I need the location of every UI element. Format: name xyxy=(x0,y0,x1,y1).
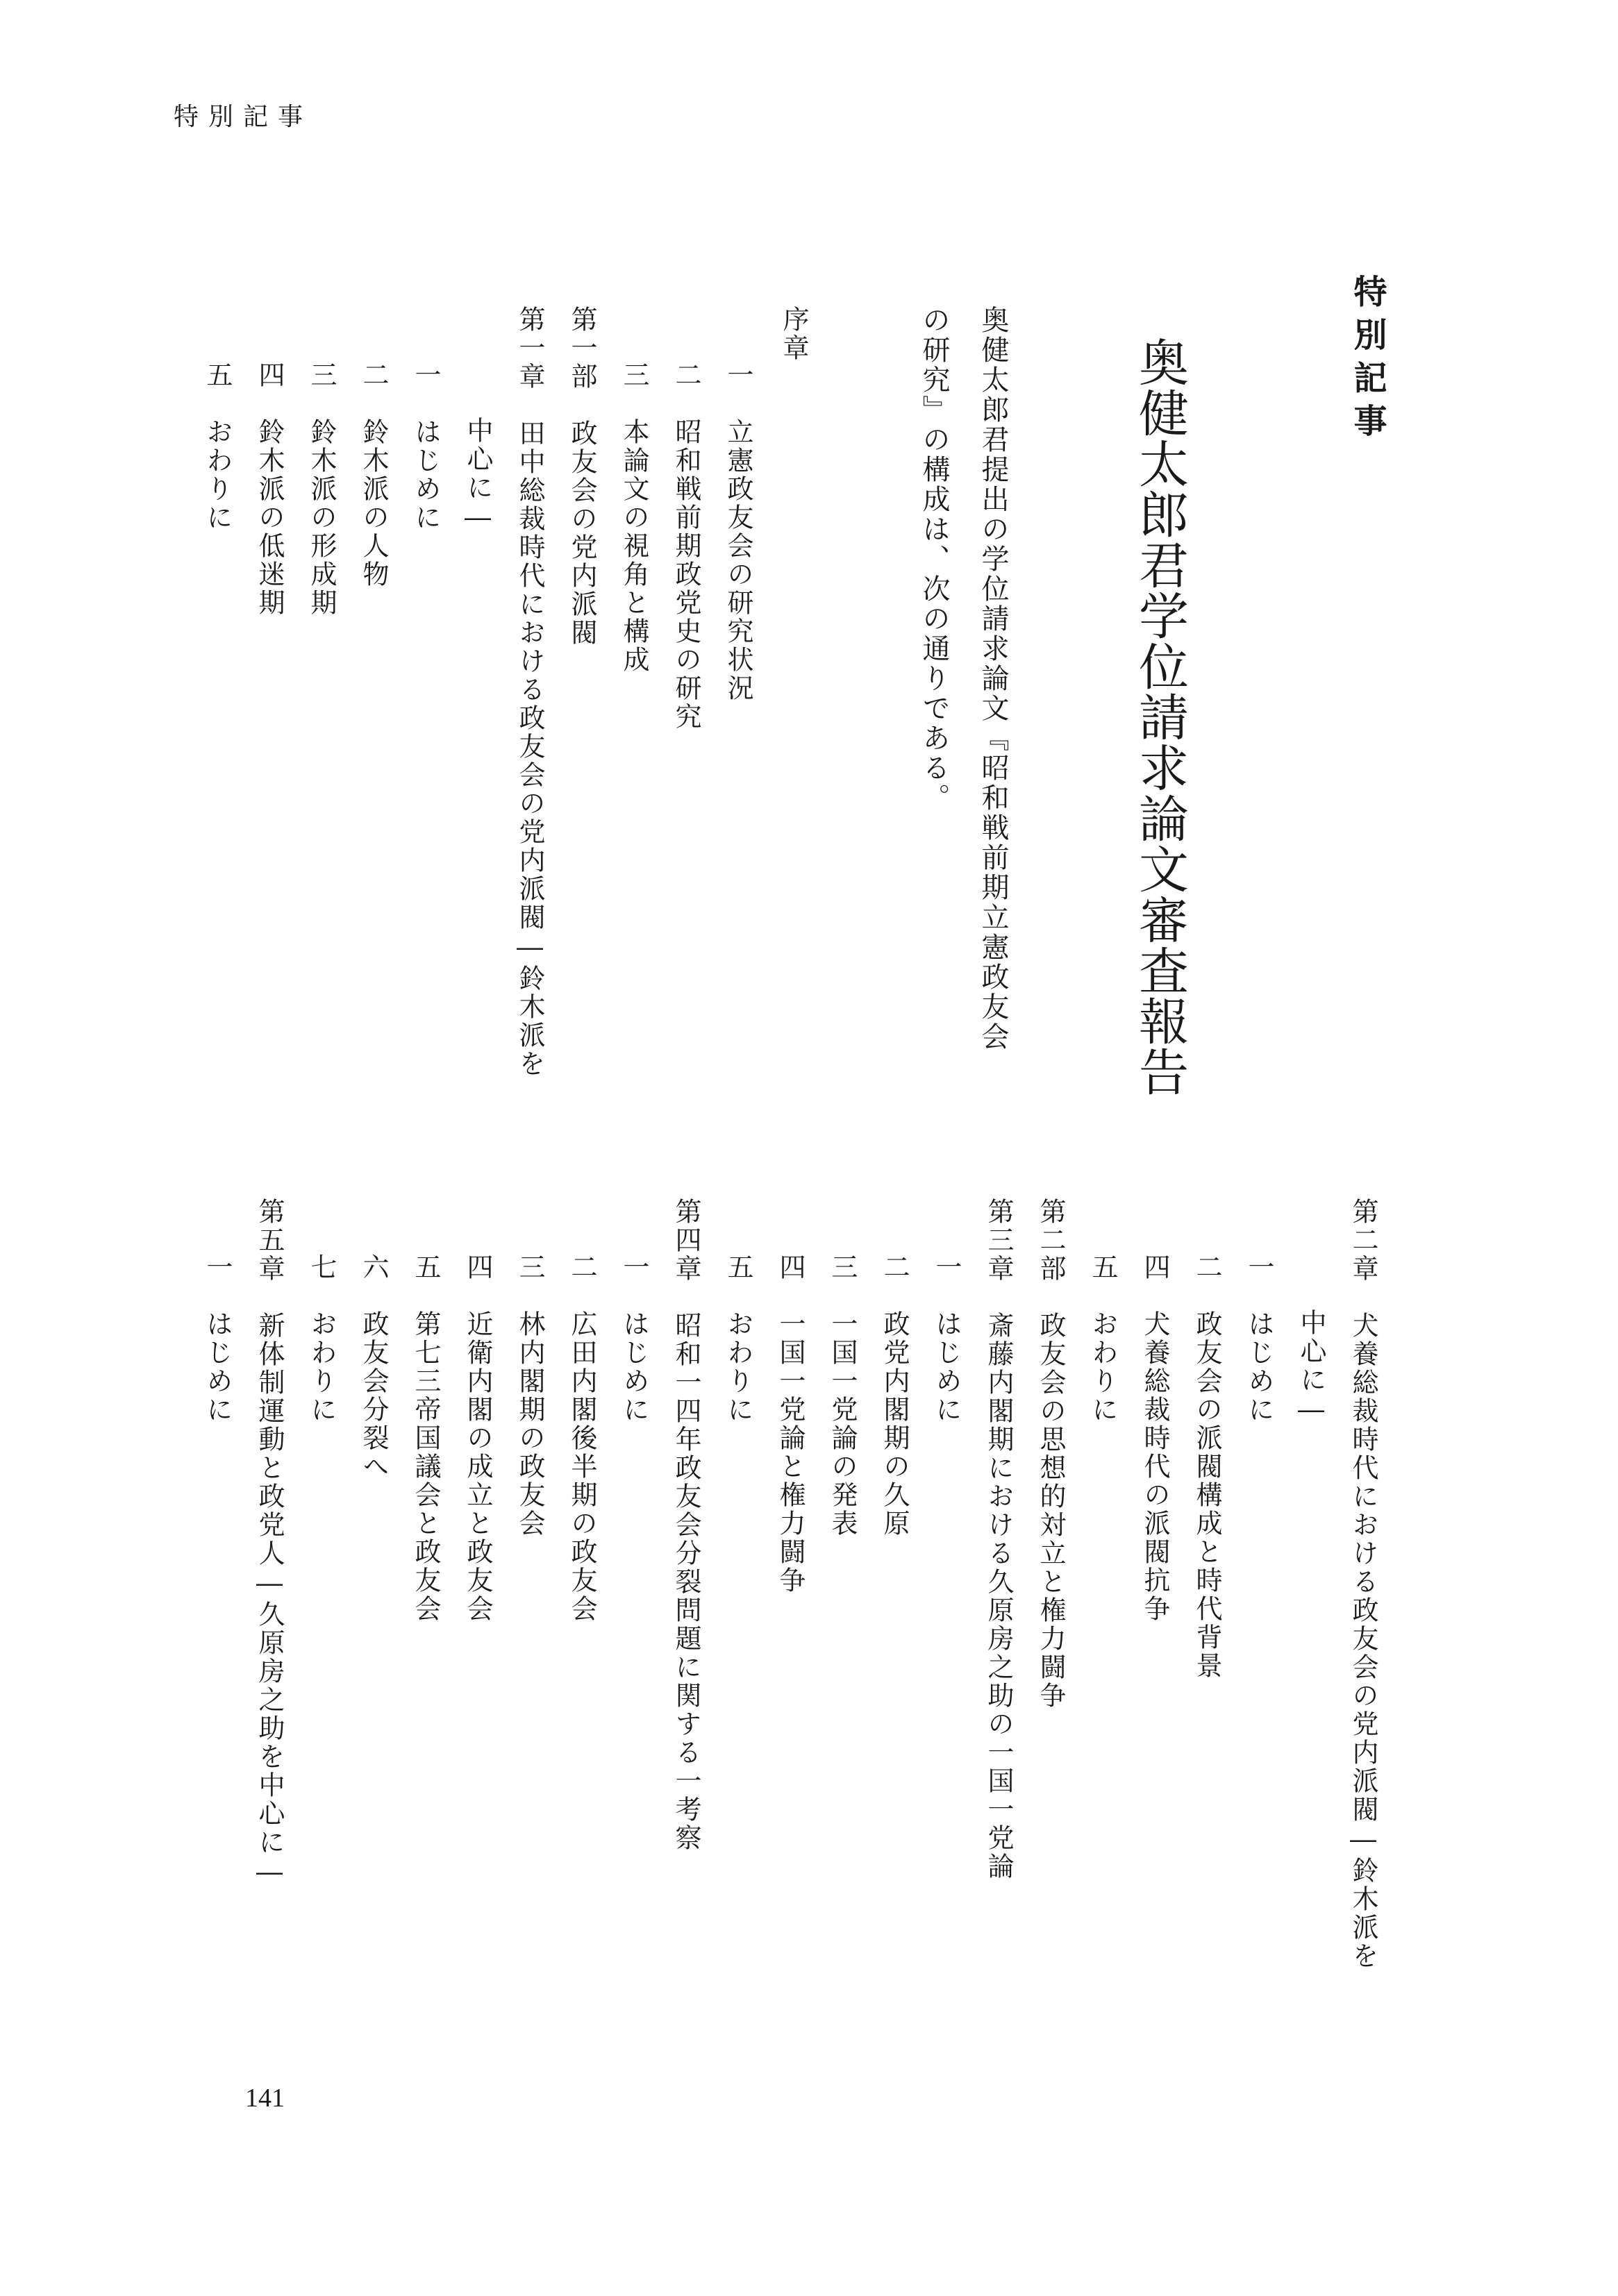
toc-lower-right-item: 一 はじめに xyxy=(1244,1253,1274,1424)
intro-line-1: 奥健太郎君提出の学位請求論文『昭和戦前期立憲政友会 xyxy=(977,305,1009,1052)
toc-lower-left-item: 第五章 新体制運動と政党人―久原房之助を中心に― xyxy=(254,1198,285,1889)
toc-lower-right-item: 五 おわりに xyxy=(1087,1253,1118,1424)
toc-lower-right-item: 中心に― xyxy=(1296,1309,1326,1427)
intro-line-2: の研究』の構成は、次の通りである。 xyxy=(918,305,950,813)
toc-lower-right-item: 二 政友会の派閥構成と時代背景 xyxy=(1192,1253,1222,1680)
article-title: 奥健太郎君学位請求論文審査報告 xyxy=(1131,337,1189,1097)
toc-upper-item: 四 鈴木派の低迷期 xyxy=(254,361,285,617)
toc-lower-left-item: 一 はじめに xyxy=(931,1253,962,1424)
toc-lower-left-item: 一 はじめに xyxy=(202,1253,233,1424)
toc-lower-left-item: 第三章 斎藤内閣期における久原房之助の一国一党論 xyxy=(983,1198,1014,1881)
toc-upper-item: 一 立憲政友会の研究状況 xyxy=(723,361,753,703)
toc-upper-item: 三 鈴木派の形成期 xyxy=(306,361,337,617)
toc-lower-left-item: 二 広田内閣後半期の政友会 xyxy=(567,1253,597,1623)
toc-lower-right-item: 第二章 犬養総裁時代における政友会の党内派閥―鈴木派を xyxy=(1348,1198,1378,1970)
toc-lower-left-item: 二 政党内閣期の久原 xyxy=(879,1253,910,1538)
toc-lower-left-item: 五 おわりに xyxy=(723,1253,753,1424)
toc-upper-item: 二 鈴木派の人物 xyxy=(358,361,389,589)
toc-lower-left-item: 六 政友会分裂へ xyxy=(358,1253,389,1481)
toc-upper-item: 三 本論文の視角と構成 xyxy=(619,361,649,674)
running-header: 特別記事 xyxy=(174,103,313,131)
section-label: 特別記事 xyxy=(1348,274,1387,446)
toc-upper-item: 中心に― xyxy=(462,417,493,535)
toc-upper-item: 序章 xyxy=(778,305,809,362)
toc-lower-left-item: 三 一国一党論の発表 xyxy=(827,1253,858,1538)
toc-upper-item: 二 昭和戦前期政党史の研究 xyxy=(671,361,701,731)
toc-upper-item: 一 はじめに xyxy=(410,361,441,532)
toc-lower-left-item: 七 おわりに xyxy=(306,1253,337,1424)
toc-lower-right-item: 四 犬養総裁時代の派閥抗争 xyxy=(1140,1253,1170,1623)
toc-lower-left-item: 三 林内閣期の政友会 xyxy=(515,1253,545,1538)
toc-upper-item: 五 おわりに xyxy=(202,361,233,532)
toc-lower-left-item: 第二部 政友会の思想的対立と権力闘争 xyxy=(1035,1198,1066,1710)
toc-lower-left-item: 四 一国一党論と権力闘争 xyxy=(775,1253,806,1595)
toc-lower-left-item: 四 近衛内閣の成立と政友会 xyxy=(462,1253,493,1623)
page-number: 141 xyxy=(245,2084,285,2113)
toc-lower-left-item: 一 はじめに xyxy=(619,1253,649,1424)
toc-upper-item: 第一部 政友会の党内派閥 xyxy=(567,305,597,647)
toc-lower-left-item: 五 第七三帝国議会と政友会 xyxy=(410,1253,441,1623)
toc-upper-item: 第一章 田中総裁時代における政友会の党内派閥―鈴木派を xyxy=(515,305,545,1078)
toc-lower-left-item: 第四章 昭和一四年政友会分裂問題に関する一考察 xyxy=(671,1198,701,1852)
